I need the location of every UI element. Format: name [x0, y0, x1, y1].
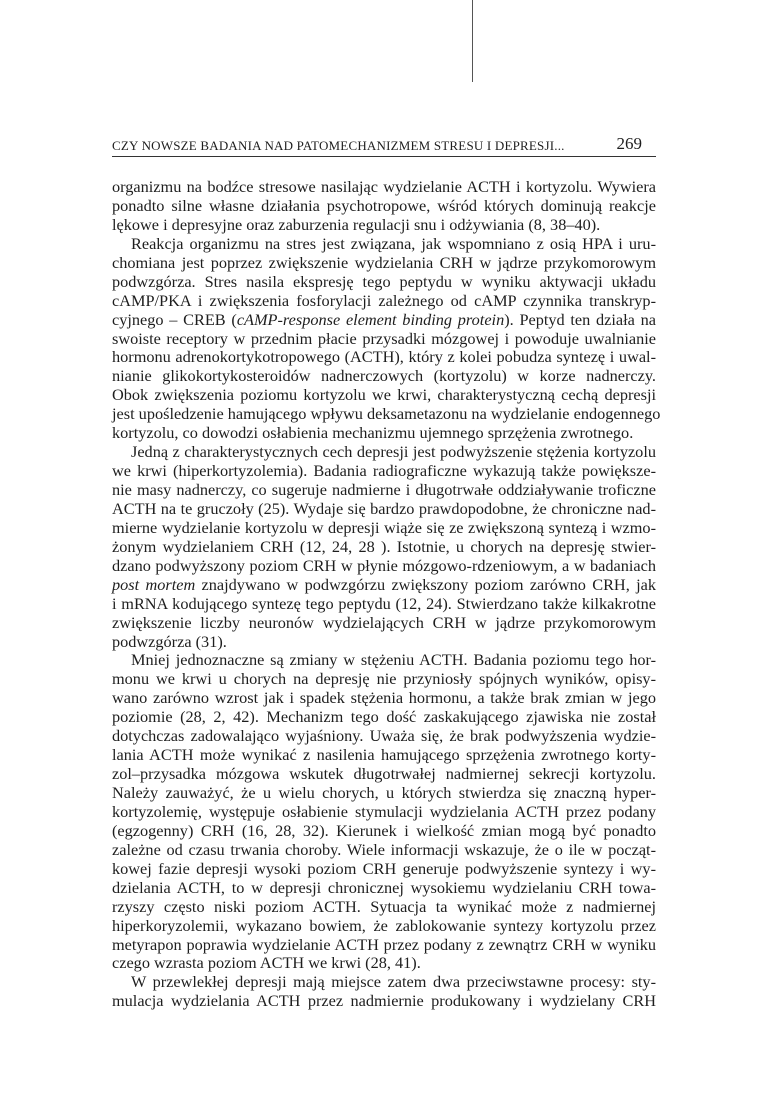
text-line: Obok zwiększenia poziomu kortyzolu we krwi, charakterystyczną cechą depresji	[112, 385, 656, 405]
text-segment: cyjnego – CREB (	[112, 309, 237, 329]
running-header	[112, 136, 656, 157]
text-line: i mRNA kodującego syntezę tego peptydu (12, 24). Stwierdzano także kilkakrotne	[112, 593, 656, 613]
text-line: Jedną z charakterystycznych cech depresji jest podwyższenie stężenia kortyzolu	[131, 442, 656, 462]
text-line: chomiana jest poprzez zwiększenie wydzielania CRH w jądrze przykomorowym	[112, 252, 656, 272]
text-line: we krwi (hiperkortyzolemia). Badania radiograficzne wykazują także powiększe-	[112, 461, 656, 481]
text-line: Mniej jednoznaczne są zmiany w stężeniu ACTH. Badania poziomu tego hor-	[131, 650, 656, 670]
text-line: kortyzolemię, występuje osłabienie stymulacji wydzielania ACTH przez podany	[112, 801, 656, 821]
text-segment: ). Peptyd ten działa na	[504, 309, 656, 329]
text-line: mulacja wydzielania ACTH przez nadmiernie produkowany i wydzielany CRH	[112, 991, 656, 1011]
paragraph	[112, 651, 656, 973]
text-line: nianie glikokortykosteroidów nadnerczowych (kortyzolu) w korze nadnerczy.	[112, 366, 656, 386]
text-line: ponadto silne własne działania psychotropowe, wśród których dominują reakcje	[112, 195, 656, 215]
text-line: zwiększenie liczby neuronów wydzielających CRH w jądrze przykomorowym	[112, 612, 656, 632]
text-line: swoiste receptory w przednim płacie przysadki mózgowej i powoduje uwalnianie	[112, 328, 656, 348]
text-line: Należy zauważyć, że u wielu chorych, u których stwierdza się znaczną hyper-	[112, 783, 656, 802]
text-line: czego wzrasta poziom ACTH we krwi (28, 41).	[112, 953, 421, 973]
paragraph	[112, 233, 661, 443]
text-line: ACTH na te gruczoły (25). Wydaje się bardzo prawdopodobne, że chroniczne nad-	[112, 498, 656, 518]
text-line: dotychczas zadowalająco wyjaśniony. Uważa się, że brak podwyższenia wydzie-	[112, 726, 656, 746]
text-line: cAMP/PKA i zwiększenia fosforylacji zależnego od cAMP czynnika transkryp-	[112, 290, 656, 310]
text-line: kowej fazie depresji wysoki poziom CRH generuje podwyższenie syntezy i wy-	[112, 858, 656, 878]
text-line: metyrapon poprawia wydzielanie ACTH przez podany z zewnątrz CRH w wyniku	[112, 934, 656, 954]
text-line: jest upośledzenie hamującego wpływu deksametazonu na wydzielanie endogennego	[112, 404, 661, 424]
page-number: 269	[616, 134, 642, 153]
text-line: dzielania ACTH, to w depresji chronicznej wysokiemu wydzielaniu CRH towa-	[112, 877, 656, 897]
text-line: lękowe i depresyjne oraz zaburzenia regulacji snu i odżywiania (8, 38–40).	[112, 214, 601, 234]
paragraph	[112, 178, 656, 235]
text-line: zol–przysadka mózgowa wskutek długotrwałej nadmiernej sekrecji kortyzolu.	[112, 764, 656, 784]
text-line	[112, 311, 656, 330]
text-line	[112, 576, 656, 595]
text-line: żonym wydzielaniem CRH (12, 24, 28 ). Istotnie, u chorych na depresję stwier-	[112, 536, 656, 556]
text-line: Reakcja organizmu na stres jest związana, jak wspomniano z osią HPA i uru-	[131, 233, 656, 253]
text-line: mierne wydzielanie kortyzolu w depresji wiąże się ze zwiększoną syntezą i wzmo-	[112, 517, 656, 537]
text-line: hiperkoryzolemii, wykazano bowiem, że zablokowanie syntezy kortyzolu przez	[112, 915, 656, 935]
gutter-line	[472, 0, 473, 82]
running-title: CZY NOWSZE BADANIA NAD PATOMECHANIZMEM STRESU I DEPRESJI...	[112, 138, 565, 153]
text-line: nie masy nadnerczy, co sugeruje nadmierne i długotrwałe oddziaływanie troficzne	[112, 480, 656, 499]
text-line: wano zarówno wzrost jak i spadek stężenia hormonu, a także brak zmian w jego	[112, 688, 656, 708]
paragraph	[112, 973, 656, 1011]
text-line: monu we krwi u chorych na depresję nie przyniosły spójnych wyników, opisy-	[112, 669, 656, 689]
text-line: dzano podwyższony poziom CRH w płynie mózgowo-rdzeniowym, a w badaniach	[112, 555, 656, 575]
text-line: podwzgórza. Stres nasila ekspresję tego peptydu w wyniku aktywacji układu	[112, 271, 656, 291]
body-text	[112, 177, 661, 1011]
text-line: kortyzolu, co dowodzi osłabienia mechanizmu ujemnego sprzężenia zwrotnego.	[112, 423, 634, 443]
text-line: W przewlekłej depresji mają miejsce zatem dwa przeciwstawne procesy: sty-	[131, 972, 656, 992]
text-line: (egzogenny) CRH (16, 28, 32). Kierunek i wielkość zmian mogą być ponadto	[112, 820, 656, 840]
text-segment: znajdywano w podwzgórzu zwiększony poziom zarówno CRH, jak	[195, 574, 656, 594]
text-line: organizmu na bodźce stresowe nasilając wydzielanie ACTH i kortyzolu. Wywiera	[112, 177, 656, 196]
text-line: rzyszy często niski poziom ACTH. Sytuacja ta wynikać może z nadmiernej	[112, 896, 656, 916]
text-line: zależne od czasu trwania choroby. Wiele informacji wskazuje, że o ile w począt-	[112, 839, 656, 859]
text-line: podwzgórza (31).	[112, 631, 227, 651]
text-line: poziomie (28, 2, 42). Mechanizm tego dość zaskakującego zjawiska nie został	[112, 707, 656, 727]
italic-term: cAMP-response element binding protein	[236, 309, 505, 329]
text-line: hormonu adrenokortykotropowego (ACTH), który z kolei pobudza syntezę i uwal-	[112, 347, 656, 367]
paragraph	[112, 443, 656, 651]
text-line: lania ACTH może wynikać z nasilenia hamującego sprzężenia zwrotnego korty-	[112, 745, 656, 765]
italic-term: post mortem	[112, 574, 196, 594]
